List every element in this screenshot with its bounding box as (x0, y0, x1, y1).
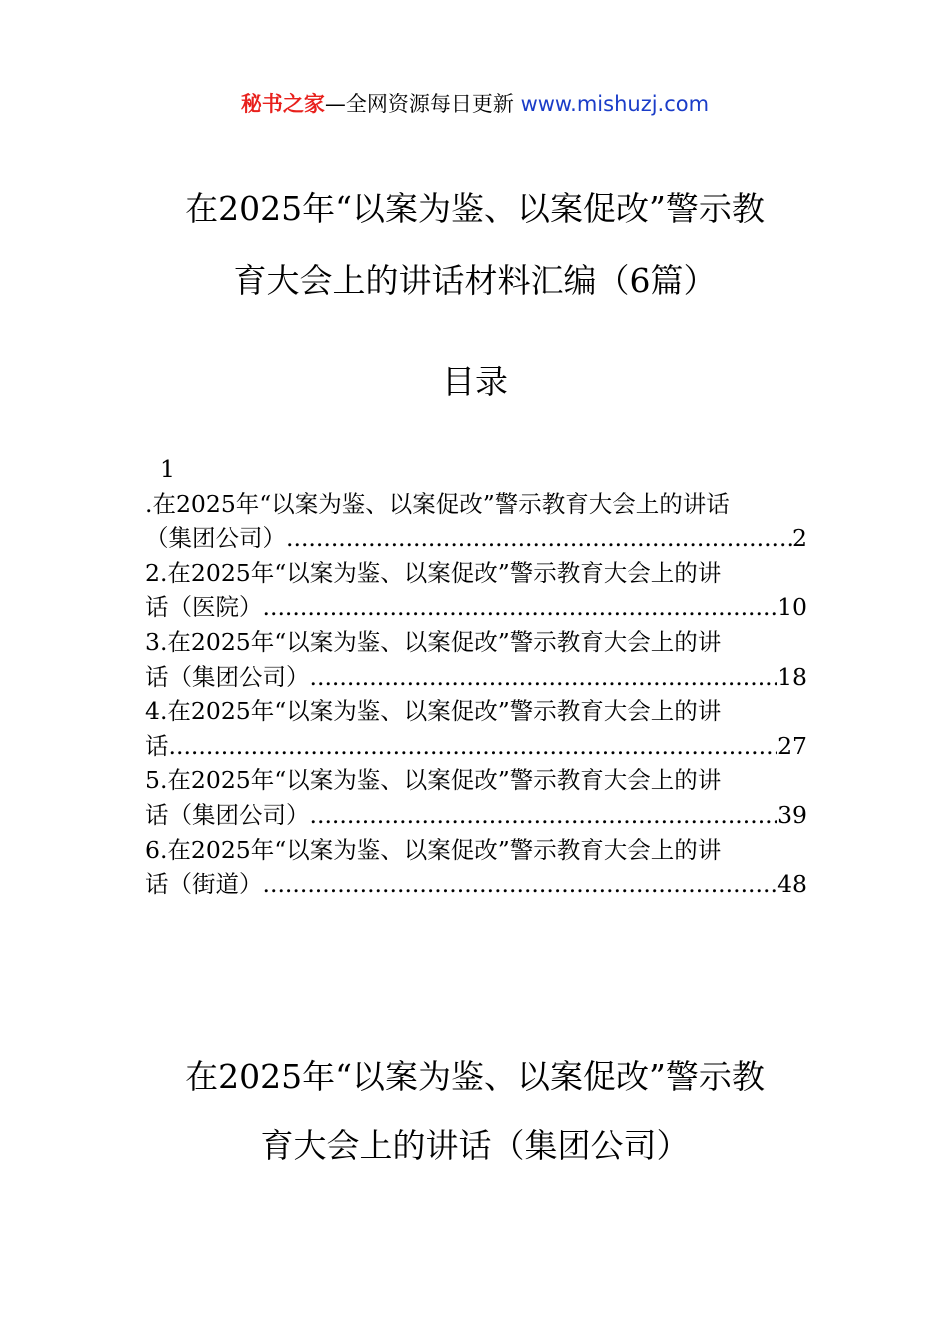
toc-entry-leader (145, 729, 807, 764)
dot-leader (310, 798, 778, 833)
toc-entry-title: 2.在2025年“以案为鉴、以案促改”警示教育大会上的讲 (145, 558, 722, 587)
toc-entry-6[interactable] (145, 833, 807, 902)
document-title-line-1: 在2025年“以案为鉴、以案促改”警示教 (185, 189, 765, 228)
toc-entry-leader (145, 798, 807, 833)
toc-entry-leader (145, 867, 807, 902)
slogan: —全网资源每日更新 (324, 92, 521, 116)
table-of-contents (145, 452, 807, 902)
toc-entry-4[interactable] (145, 694, 807, 763)
toc-page-number: 10 (777, 593, 807, 622)
toc-entry-title: 5.在2025年“以案为鉴、以案促改”警示教育大会上的讲 (145, 766, 722, 795)
toc-entry-number: 1 (160, 455, 175, 483)
toc-entry-title: 3.在2025年“以案为鉴、以案促改”警示教育大会上的讲 (145, 627, 722, 656)
site-header (0, 88, 950, 120)
toc-entry-1[interactable] (145, 452, 807, 556)
section-title-line-1: 在2025年“以案为鉴、以案促改”警示教 (185, 1057, 765, 1096)
toc-heading: 目录 (442, 362, 508, 401)
toc-page-number: 48 (777, 870, 807, 899)
dot-leader (263, 590, 778, 625)
toc-entry-subtitle: 话（医院） (145, 593, 263, 622)
toc-page-number: 2 (792, 524, 807, 553)
toc-entry-title: 6.在2025年“以案为鉴、以案促改”警示教育大会上的讲 (145, 835, 722, 864)
toc-page-number: 18 (777, 662, 807, 691)
document-title-line-2: 育大会上的讲话材料汇编（6篇） (233, 261, 717, 300)
dot-leader (310, 660, 778, 695)
section-title-line-2: 育大会上的讲话（集团公司） (260, 1126, 690, 1165)
toc-entry-2[interactable] (145, 556, 807, 625)
site-url-link[interactable]: www.mishuzj.com (520, 92, 710, 116)
toc-entry-leader (145, 590, 807, 625)
toc-entry-leader (145, 660, 807, 695)
toc-entry-subtitle: 话（集团公司） (145, 662, 310, 691)
toc-entry-title: 4.在2025年“以案为鉴、以案促改”警示教育大会上的讲 (145, 697, 722, 726)
brand-name: 秘书之家 (240, 92, 325, 116)
dot-leader (286, 521, 792, 556)
toc-entry-subtitle: 话（街道） (145, 870, 263, 899)
toc-entry-5[interactable] (145, 763, 807, 832)
toc-page-number: 27 (777, 731, 807, 760)
dot-leader (263, 867, 778, 902)
toc-entry-subtitle: 话 (145, 731, 169, 760)
toc-entry-3[interactable] (145, 625, 807, 694)
toc-entry-subtitle: 话（集团公司） (145, 800, 310, 829)
toc-page-number: 39 (777, 800, 807, 829)
toc-entry-title: .在2025年“以案为鉴、以案促改”警示教育大会上的讲话 (145, 489, 730, 518)
dot-leader (169, 729, 778, 764)
toc-entry-subtitle: （集团公司） (145, 524, 286, 553)
toc-entry-leader (145, 521, 807, 556)
